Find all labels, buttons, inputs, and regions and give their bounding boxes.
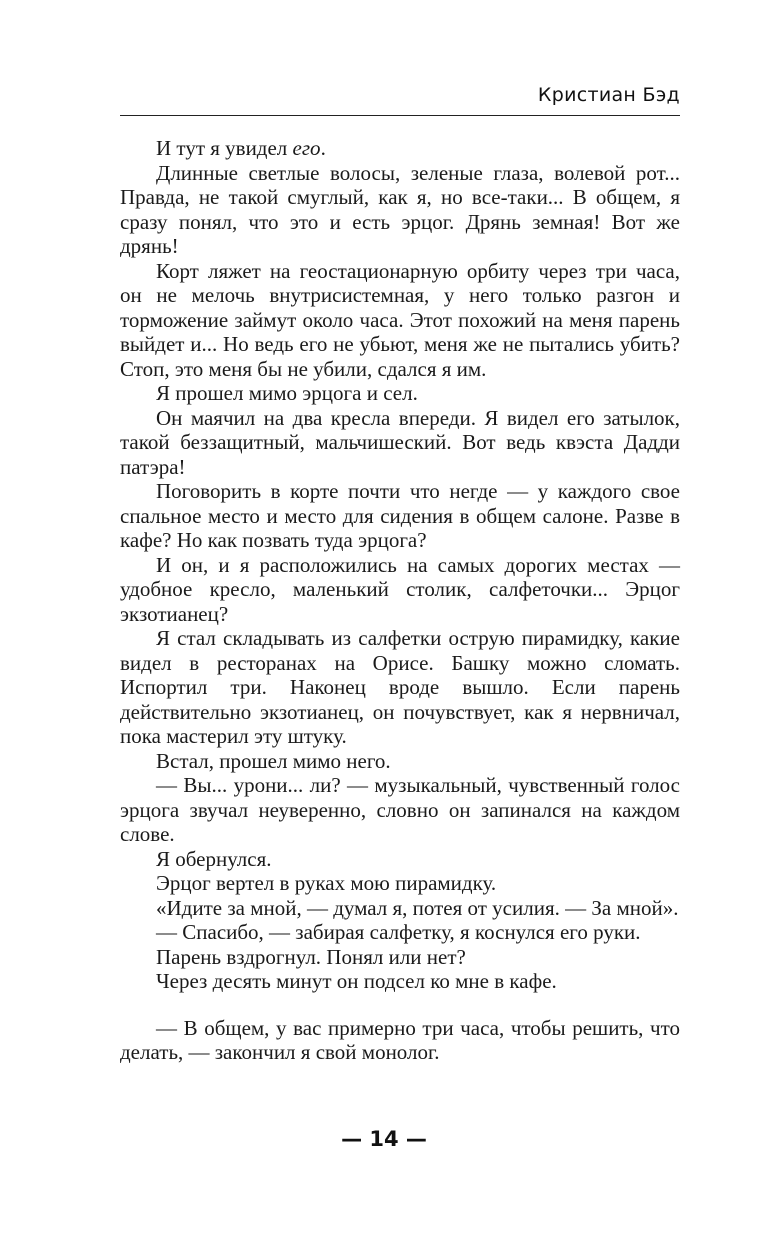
paragraph: Длинные светлые волосы, зеленые глаза, волевой рот... Правда, не такой смуглый, как я, но все-таки... В общем, я сразу понял, что это и есть эрцог. Дрянь земная! Вот же дрянь! xyxy=(120,160,680,258)
page-number: — 14 — xyxy=(341,1127,427,1151)
paragraph: Парень вздрогнул. Понял или нет? xyxy=(156,944,466,969)
paragraph: Встал, прошел мимо него. xyxy=(156,748,391,773)
paragraph: Эрцог вертел в руках мою пирамидку. xyxy=(156,871,497,895)
paragraph: Я стал складывать из салфетки острую пирамидку, какие видел в ресторанах на Орисе. Башку можно сломать. Испортил три. Наконец вроде вышло. Если парень действительно экзотианец, он почувствует, как я нервничал, пока мастерил эту штуку. xyxy=(120,626,680,748)
header-rule xyxy=(120,115,680,116)
paragraph: Я обернулся. xyxy=(156,846,272,871)
paragraph: Поговорить в корте почти что негде — у каждого свое спальное место и место для сидения в общем салоне. Разве в кафе? Но как позвать туда эрцога? xyxy=(120,479,680,552)
section-break xyxy=(120,994,680,1016)
paragraph: «Идите за мной, — думал я, потея от усилия. — За мной». xyxy=(156,895,679,920)
paragraph-text: . xyxy=(320,136,326,160)
main-text xyxy=(120,136,680,1065)
paragraph: — Спасибо, — забирая салфетку, я коснулся его руки. xyxy=(156,920,641,944)
paragraph: Он маячил на два кресла впереди. Я видел его затылок, такой беззащитный, мальчишеский. Вот ведь квэста Дадди патэра! xyxy=(120,405,680,479)
paragraph: — В общем, у вас примерно три часа, чтобы решить, что делать, — закончил я свой монолог. xyxy=(120,1015,680,1064)
paragraph xyxy=(120,136,680,161)
emphasis-text: его xyxy=(292,136,321,160)
paragraph: — Вы... урони... ли? — музыкальный, чувственный голос эрцога звучал неуверенно, словно он запинался на каждом слове. xyxy=(120,773,680,846)
paragraph: Через десять минут он подсел ко мне в кафе. xyxy=(156,969,557,993)
paragraph: Я прошел мимо эрцога и сел. xyxy=(156,381,418,405)
paragraph: Корт ляжет на геостационарную орбиту через три часа, он не мелочь внутрисистемная, у него только разгон и торможение займут около часа. Этот похожий на меня парень выйдет и... Но ведь его не убьют, меня же не пытались убить? Стоп, это меня бы не убили, сдался я им. xyxy=(120,258,680,381)
running-head-author: Кристиан Бэд xyxy=(537,84,680,106)
paragraph: И он, и я расположились на самых дорогих местах — удобное кресло, маленький столик, салфеточки... Эрцог экзотианец? xyxy=(120,552,680,626)
paragraph-text: И тут я увидел xyxy=(156,136,293,160)
